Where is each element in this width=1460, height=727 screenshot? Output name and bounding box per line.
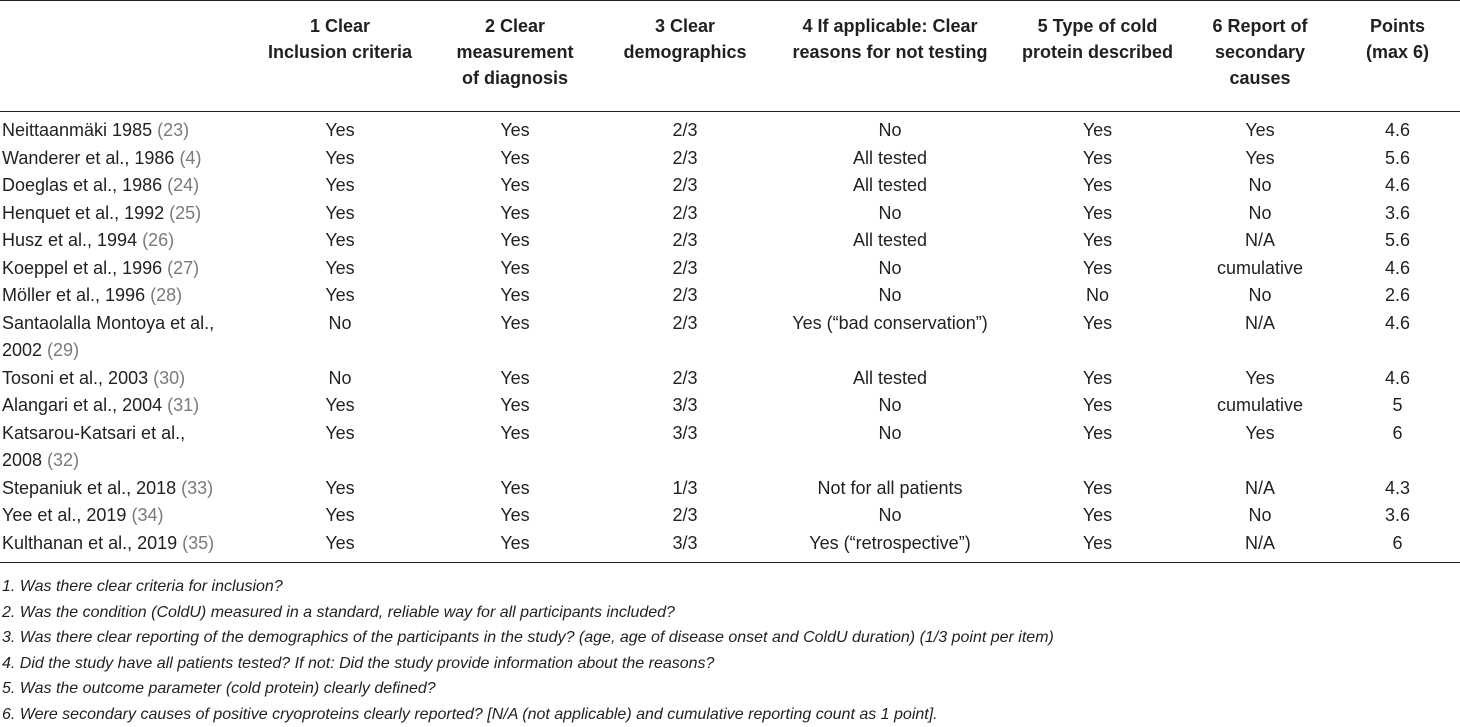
- inclusion-criteria-cell: Yes: [325, 477, 355, 498]
- inclusion-criteria-cell: Yes: [325, 505, 355, 525]
- measurement-cell: Yes: [500, 395, 530, 415]
- secondary-causes-cell: cumulative: [1216, 257, 1304, 278]
- reference-link[interactable]: (30): [153, 367, 186, 388]
- demographics-cell: 1/3: [672, 477, 698, 498]
- inclusion-criteria-cell: Yes: [325, 285, 355, 305]
- measurement-cell: Yes: [500, 285, 530, 305]
- reasons-not-testing-cell: No: [878, 395, 902, 415]
- points-cell: 3.6: [1384, 202, 1411, 223]
- measurement-cell: Yes: [500, 532, 530, 553]
- secondary-causes-cell: N/A: [1244, 532, 1275, 553]
- table-row: [0, 475, 1460, 503]
- inclusion-criteria-cell: Yes: [325, 422, 355, 443]
- study-name: Doeglas et al., 1986: [2, 175, 168, 195]
- reference-link[interactable]: (32): [47, 450, 80, 470]
- reference-link[interactable]: (4): [179, 147, 202, 168]
- inclusion-criteria-cell: Yes: [325, 257, 355, 278]
- demographics-cell: 3/3: [672, 395, 698, 415]
- study-cell: [0, 365, 250, 393]
- points-cell: 5.6: [1384, 230, 1411, 250]
- study-cell: [0, 420, 250, 475]
- points-cell: 4.6: [1384, 367, 1411, 388]
- footnotes: [2, 574, 1054, 727]
- demographics-cell: 2/3: [672, 312, 698, 333]
- reference-link[interactable]: (31): [167, 395, 200, 415]
- study-cell: [0, 530, 250, 563]
- reference-link[interactable]: (25): [169, 202, 202, 223]
- demographics-cell: 2/3: [672, 202, 698, 223]
- footnote-4: 4. Did the study have all patients tested? If not: Did the study provide information about the reasons?: [2, 654, 715, 672]
- table-row: [0, 200, 1460, 228]
- secondary-causes-cell: Yes: [1245, 120, 1275, 140]
- points-cell: 4.6: [1384, 175, 1411, 195]
- demographics-cell: 2/3: [672, 175, 698, 195]
- cold-protein-cell: Yes: [1082, 532, 1113, 553]
- measurement-cell: Yes: [500, 477, 530, 498]
- study-name: Alangari et al., 2004: [2, 395, 168, 415]
- secondary-causes-cell: N/A: [1244, 230, 1275, 250]
- cold-protein-cell: Yes: [1082, 477, 1113, 498]
- reasons-not-testing-cell: All tested: [852, 230, 928, 250]
- secondary-causes-cell: No: [1248, 202, 1272, 223]
- inclusion-criteria-cell: No: [328, 367, 352, 388]
- study-name: Neittaanmäki 1985: [2, 120, 158, 140]
- measurement-cell: Yes: [500, 422, 530, 443]
- points-cell: 5.6: [1384, 147, 1411, 168]
- measurement-cell: Yes: [500, 175, 530, 195]
- measurement-cell: Yes: [500, 312, 530, 333]
- cold-protein-cell: Yes: [1082, 120, 1113, 140]
- table-row: [0, 310, 1460, 365]
- table-row: [0, 255, 1460, 283]
- reference-link[interactable]: (26): [142, 230, 175, 250]
- reference-link[interactable]: (33): [181, 477, 214, 498]
- points-cell: 2.6: [1384, 285, 1411, 305]
- study-name: Santaolalla Montoya et al., 2002: [2, 312, 215, 360]
- reference-link[interactable]: (29): [47, 340, 80, 360]
- study-cell: [0, 112, 250, 145]
- table-row: [0, 365, 1460, 393]
- cold-protein-cell: Yes: [1082, 367, 1113, 388]
- study-name: Katsarou-Katsari et al., 2008: [2, 422, 186, 470]
- reasons-not-testing-cell: Not for all patients: [817, 477, 963, 498]
- header-inclusion-criteria: 1 Clear Inclusion criteria: [267, 16, 413, 62]
- measurement-cell: Yes: [500, 367, 530, 388]
- study-name: Husz et al., 1994: [2, 230, 143, 250]
- points-cell: 5: [1392, 395, 1403, 415]
- points-cell: 4.6: [1384, 120, 1411, 140]
- reference-link[interactable]: (27): [167, 257, 200, 278]
- points-cell: 3.6: [1384, 505, 1411, 525]
- study-name: Stepaniuk et al., 2018: [2, 477, 182, 498]
- demographics-cell: 2/3: [672, 257, 698, 278]
- study-name: Wanderer et al., 1986: [2, 147, 180, 168]
- table-row: [0, 420, 1460, 475]
- reasons-not-testing-cell: Yes (“retrospective”): [809, 532, 971, 553]
- cold-protein-cell: Yes: [1082, 312, 1113, 333]
- measurement-cell: Yes: [500, 147, 530, 168]
- reasons-not-testing-cell: No: [878, 285, 902, 305]
- inclusion-criteria-cell: Yes: [325, 147, 355, 168]
- demographics-cell: 2/3: [672, 120, 698, 140]
- table-row: [0, 502, 1460, 530]
- measurement-cell: Yes: [500, 202, 530, 223]
- study-cell: [0, 145, 250, 173]
- inclusion-criteria-cell: Yes: [325, 202, 355, 223]
- secondary-causes-cell: No: [1248, 175, 1272, 195]
- reference-link[interactable]: (24): [167, 175, 200, 195]
- inclusion-criteria-cell: Yes: [325, 395, 355, 415]
- secondary-causes-cell: N/A: [1244, 477, 1275, 498]
- header-points: Points (max 6): [1365, 16, 1430, 62]
- cold-protein-cell: Yes: [1082, 257, 1113, 278]
- study-cell: [0, 282, 250, 310]
- study-cell: [0, 227, 250, 255]
- header-cold-protein: 5 Type of cold protein described: [1021, 16, 1174, 62]
- measurement-cell: Yes: [500, 230, 530, 250]
- study-cell: [0, 475, 250, 503]
- reasons-not-testing-cell: No: [878, 505, 902, 525]
- study-cell: [0, 502, 250, 530]
- points-cell: 6: [1392, 532, 1403, 553]
- header-study: [0, 1, 250, 112]
- secondary-causes-cell: N/A: [1244, 312, 1275, 333]
- reasons-not-testing-cell: Yes (“bad conservation”): [792, 312, 988, 333]
- inclusion-criteria-cell: Yes: [325, 120, 355, 140]
- secondary-causes-cell: Yes: [1245, 422, 1275, 443]
- reference-link[interactable]: (34): [131, 505, 164, 525]
- demographics-cell: 3/3: [672, 422, 698, 443]
- study-name: Yee et al., 2019: [2, 505, 132, 525]
- points-cell: 4.6: [1384, 257, 1411, 278]
- study-cell: [0, 310, 250, 365]
- reasons-not-testing-cell: All tested: [852, 147, 928, 168]
- cold-protein-cell: Yes: [1082, 147, 1113, 168]
- header-secondary-causes: 6 Report of secondary causes: [1212, 16, 1308, 88]
- table-row: [0, 145, 1460, 173]
- header-demographics: 3 Clear demographics: [623, 16, 747, 62]
- measurement-cell: Yes: [500, 120, 530, 140]
- reasons-not-testing-cell: No: [878, 120, 902, 140]
- reasons-not-testing-cell: No: [878, 202, 902, 223]
- header-row: [0, 1, 1460, 112]
- inclusion-criteria-cell: Yes: [325, 175, 355, 195]
- study-cell: [0, 392, 250, 420]
- secondary-causes-cell: Yes: [1245, 147, 1275, 168]
- footnote-6: 6. Were secondary causes of positive cryoproteins clearly reported? [N/A (not applicable) and cumulative reporting count as 1 point].: [2, 705, 938, 723]
- points-cell: 4.3: [1384, 477, 1411, 498]
- study-name: Kulthanan et al., 2019: [2, 532, 183, 553]
- measurement-cell: Yes: [500, 257, 530, 278]
- table-row: [0, 282, 1460, 310]
- demographics-cell: 2/3: [672, 505, 698, 525]
- header-measurement: 2 Clear measurement of diagnosis: [456, 16, 574, 88]
- points-cell: 4.6: [1384, 312, 1411, 333]
- study-name: Möller et al., 1996: [2, 285, 151, 305]
- reasons-not-testing-cell: No: [878, 422, 902, 443]
- cold-protein-cell: Yes: [1082, 175, 1113, 195]
- footnote-3: 3. Was there clear reporting of the demographics of the participants in the study? (age, age of disease onset and ColdU duration) (1/3 point per item): [2, 629, 1054, 646]
- footnote-5: 5. Was the outcome parameter (cold protein) clearly defined?: [2, 680, 436, 697]
- study-name: Henquet et al., 1992: [2, 202, 170, 223]
- reference-link[interactable]: (28): [150, 285, 183, 305]
- demographics-cell: 2/3: [672, 230, 698, 250]
- table-row: [0, 172, 1460, 200]
- demographics-cell: 2/3: [672, 285, 698, 305]
- secondary-causes-cell: cumulative: [1216, 395, 1304, 415]
- table-row: [0, 530, 1460, 563]
- reference-link[interactable]: (23): [157, 120, 190, 140]
- header-reasons-not-testing: 4 If applicable: Clear reasons for not testing: [792, 16, 988, 62]
- reference-link[interactable]: (35): [182, 532, 215, 553]
- study-cell: [0, 255, 250, 283]
- secondary-causes-cell: No: [1248, 505, 1272, 525]
- table-row: [0, 392, 1460, 420]
- footnote-2: 2. Was the condition (ColdU) measured in a standard, reliable way for all participants included?: [2, 603, 675, 621]
- cold-protein-cell: Yes: [1082, 230, 1113, 250]
- study-name: Koeppel et al., 1996: [2, 257, 168, 278]
- inclusion-criteria-cell: Yes: [325, 230, 355, 250]
- cold-protein-cell: Yes: [1082, 422, 1113, 443]
- footnote-1: 1. Was there clear criteria for inclusion?: [2, 578, 283, 595]
- cold-protein-cell: No: [1085, 285, 1109, 305]
- reasons-not-testing-cell: All tested: [852, 367, 928, 388]
- study-name: Tosoni et al., 2003: [2, 367, 154, 388]
- study-cell: [0, 172, 250, 200]
- study-cell: [0, 200, 250, 228]
- reasons-not-testing-cell: All tested: [852, 175, 928, 195]
- demographics-cell: 2/3: [672, 147, 698, 168]
- secondary-causes-cell: Yes: [1245, 367, 1275, 388]
- table-row: [0, 112, 1460, 145]
- cold-protein-cell: Yes: [1082, 202, 1113, 223]
- inclusion-criteria-cell: Yes: [325, 532, 355, 553]
- secondary-causes-cell: No: [1248, 285, 1272, 305]
- points-cell: 6: [1392, 422, 1403, 443]
- table-row: [0, 227, 1460, 255]
- cold-protein-cell: Yes: [1082, 505, 1113, 525]
- demographics-cell: 2/3: [672, 367, 698, 388]
- measurement-cell: Yes: [500, 505, 530, 525]
- reasons-not-testing-cell: No: [878, 257, 902, 278]
- demographics-cell: 3/3: [672, 532, 698, 553]
- inclusion-criteria-cell: No: [328, 312, 352, 333]
- cold-protein-cell: Yes: [1082, 395, 1113, 415]
- table-body: [0, 112, 1460, 563]
